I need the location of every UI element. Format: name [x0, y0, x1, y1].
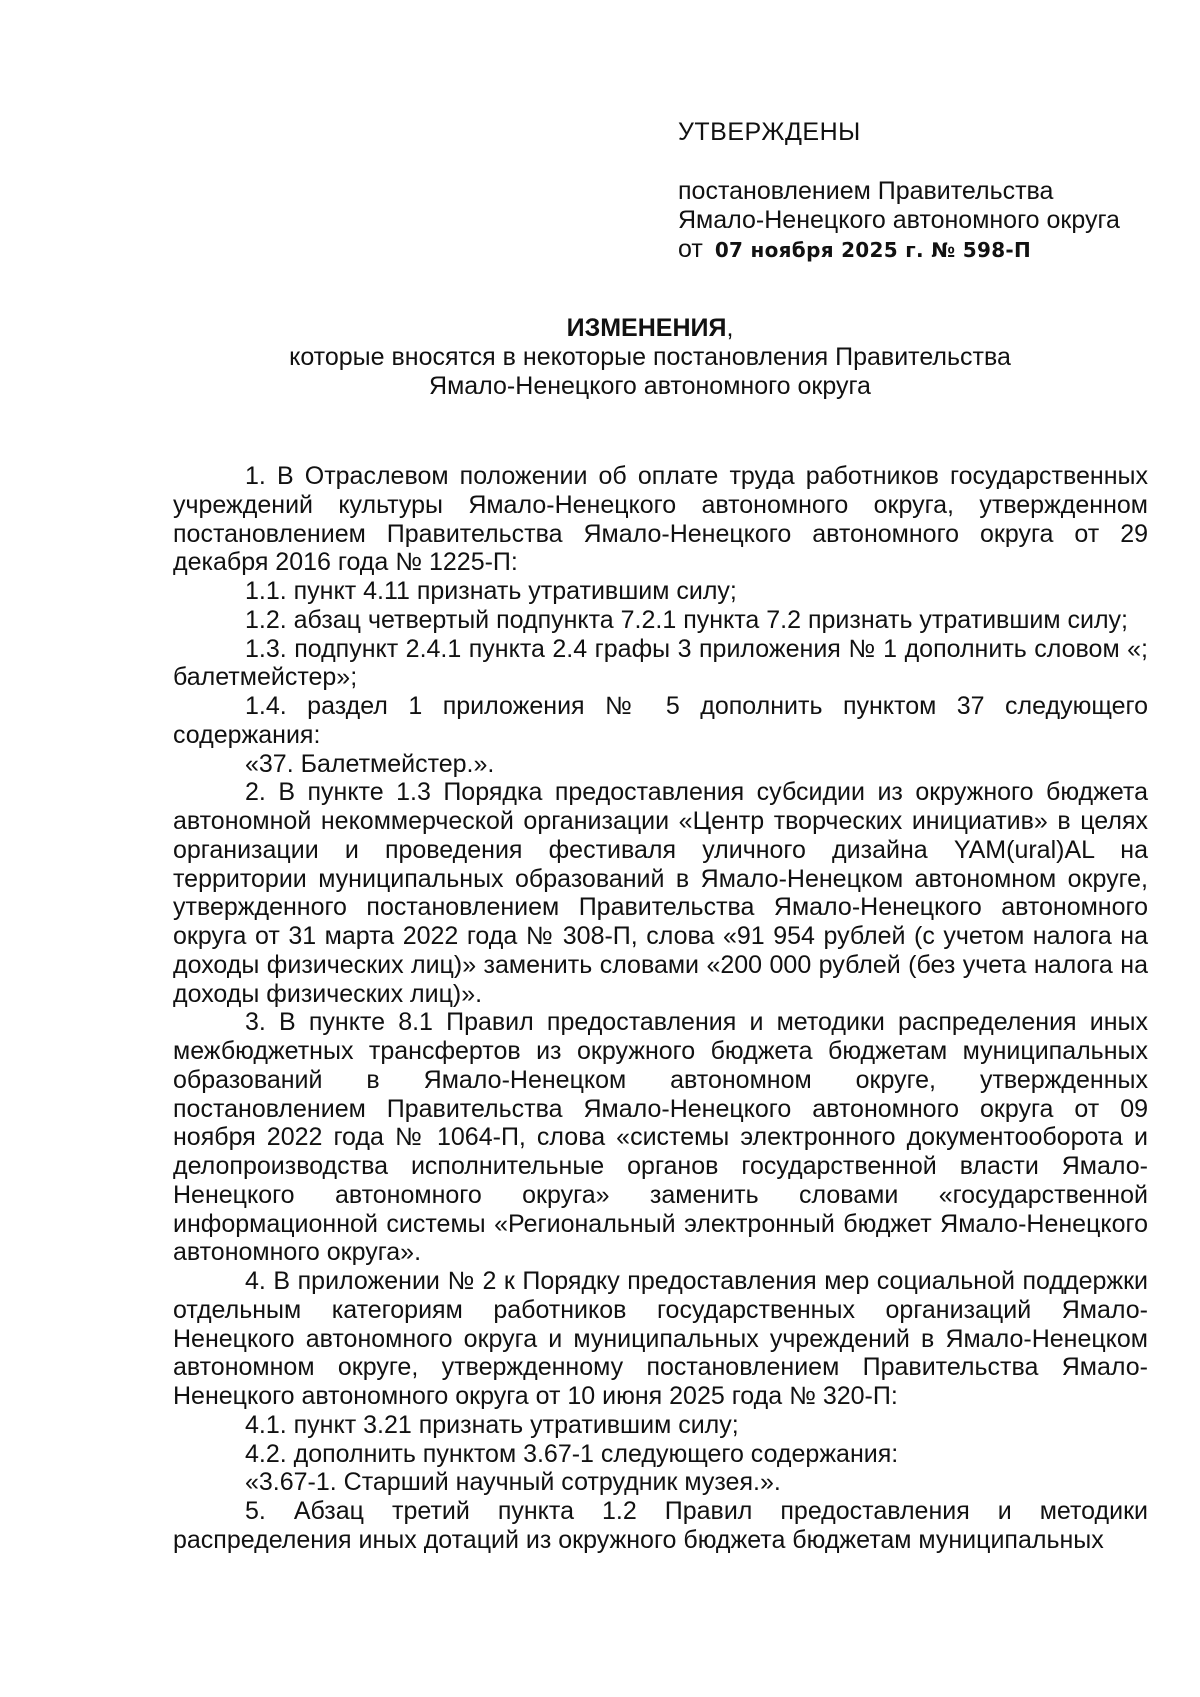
heading-title: ИЗМЕНЕНИЯ — [566, 314, 727, 342]
approval-block — [678, 118, 1158, 265]
paragraph-4-2-quote: «3.67-1. Старший научный сотрудник музея.». — [245, 1468, 781, 1497]
paragraph-1-4: 1.4. раздел 1 приложения № 5 дополнить пунктом 37 следующего содержания: — [173, 692, 1148, 749]
approval-date-value: 07 ноября 2025 г. № 598-П — [714, 238, 1032, 262]
paragraph-3: 3. В пункте 8.1 Правил предоставления и методики распределения иных межбюджетных трансфертов из окружного бюджета бюджетам муниципальных образований в Ямало-Ненецком автономном округе, утвержденных постановлением Правительства Ямало-Ненецкого автономного округа от 09 ноября 2022 года № 1064-П, слова «системы электронного документооборота и делопроизводства исполнительные органов государственной власти Ямало-Ненецкого автономного округа» заменить словами «государственной информационной системы «Региональный электронный бюджет Ямало-Ненецкого автономного округа». — [173, 1008, 1148, 1267]
paragraph-4: 4. В приложении № 2 к Порядку предоставления мер социальной поддержки отдельным категориям работников государственных организаций Ямало-Ненецкого автономного округа и муниципальных учреждений в Ямало-Ненецком автономном округе, утвержденному постановлением Правительства Ямало-Ненецкого автономного округа от 10 июня 2025 года № 320-П: — [173, 1267, 1148, 1410]
paragraph-4-2: 4.2. дополнить пунктом 3.67-1 следующего содержания: — [245, 1439, 899, 1468]
paragraph-1-3: 1.3. подпункт 2.4.1 пункта 2.4 графы 3 приложения № 1 дополнить словом «; балетмейстер»; — [173, 634, 1148, 692]
paragraph-1-2: 1.2. абзац четвертый подпункта 7.2.1 пункта 7.2 признать утратившим силу; — [245, 605, 1128, 634]
approval-line-1: постановлением Правительства — [678, 177, 1054, 205]
heading-title-suffix: , — [726, 314, 734, 342]
paragraph-1-4-quote: «37. Балетмейстер.». — [245, 749, 495, 778]
document-heading — [150, 314, 1150, 401]
heading-subtitle-1: которые вносятся в некоторые постановления Правительства — [289, 343, 1011, 371]
approval-date-prefix: от — [678, 235, 703, 263]
paragraph-1: 1. В Отраслевом положении об оплате труда работников государственных учреждений культуры Ямало-Ненецкого автономного округа, утвержденном постановлением Правительства Ямало-Ненецкого автономного округа от 29 декабря 2016 года № 1225-П: — [173, 462, 1148, 577]
heading-title-line — [150, 314, 1150, 343]
paragraph-1-1: 1.1. пункт 4.11 признать утратившим силу; — [245, 577, 737, 605]
approval-date-line — [678, 235, 1158, 265]
approval-stamp: УТВЕРЖДЕНЫ — [678, 118, 861, 146]
paragraph-2: 2. В пункте 1.3 Порядка предоставления субсидии из окружного бюджета автономной некоммерческой организации «Центр творческих инициатив» в целях организации и проведения фестиваля уличного дизайна YAM(ural)AL на территории муниципальных образований в Ямало-Ненецком автономном округе, утвержденного постановлением Правительства Ямало-Ненецкого автономного округа от 31 марта 2022 года № 308-П, слова «91 954 рублей (с учетом налога на доходы физических лиц)» заменить словами «200 000 рублей (без учета налога на доходы физических лиц)». — [173, 778, 1148, 1008]
approval-line-2: Ямало-Ненецкого автономного округа — [678, 206, 1120, 234]
document-body — [173, 462, 1148, 1555]
heading-subtitle-2: Ямало-Ненецкого автономного округа — [429, 372, 871, 400]
paragraph-5: 5. Абзац третий пункта 1.2 Правил предоставления и методики распределения иных дотаций из окружного бюджета бюджетам муниципальных — [173, 1497, 1148, 1554]
paragraph-4-1: 4.1. пункт 3.21 признать утратившим силу; — [245, 1410, 739, 1439]
